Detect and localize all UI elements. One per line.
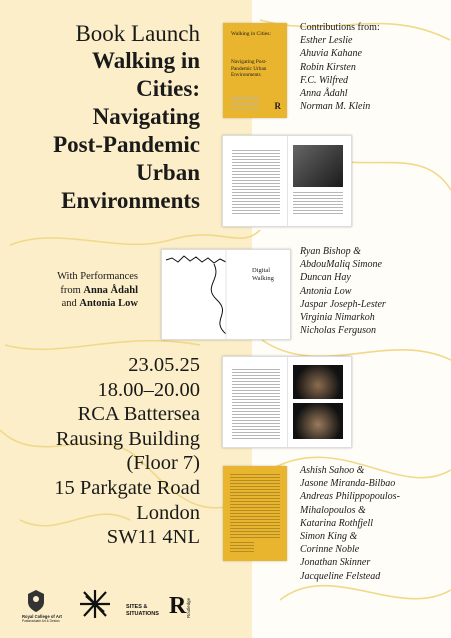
book-title-line: Cities:: [136, 76, 200, 101]
book-spread-thumbnail-2: [161, 249, 291, 340]
venue-line: Rausing Building: [55, 427, 200, 450]
spread-photo: [293, 365, 343, 399]
contributor-name: Corinne Noble: [300, 544, 360, 556]
contributor-name: Norman M. Klein: [300, 101, 371, 113]
sites-line-2: SITUATIONS: [126, 611, 159, 617]
partner-logos: [22, 588, 192, 622]
spread-photo: [293, 403, 343, 439]
sites-situations-logo-icon: [80, 590, 110, 618]
contributor-name: Virginia Nimarkoh: [300, 312, 375, 324]
contributor-name: Jaspar Joseph-Lester: [300, 298, 386, 310]
contributor-name: Jasone Miranda-Bilbao: [300, 478, 396, 490]
performer-2: Antonia Low: [79, 298, 138, 309]
venue-line: SW11 4NL: [106, 526, 200, 549]
signal-drawing-illustration: [162, 250, 290, 339]
contributors-group-1: [300, 21, 380, 113]
kicker-book-launch: Book Launch: [75, 21, 200, 46]
event-time: 18.00–20.00: [97, 378, 200, 401]
routledge-name: Routledge: [186, 597, 191, 618]
book-page-thumbnail: [223, 466, 287, 561]
contributor-name: Simon King &: [300, 531, 358, 543]
routledge-mark: R: [169, 593, 187, 619]
contributor-name: Anna Ådahl: [300, 88, 348, 100]
contributors-header: Contributions from:: [300, 22, 380, 33]
performances-note: [14, 270, 138, 311]
book-spread-thumbnail-3: [222, 356, 352, 448]
performances-line-2: from Anna Ådahl: [60, 284, 138, 296]
sites-line-1: SITES &: [126, 604, 148, 610]
contributors-group-3: [300, 464, 400, 583]
book-cover-thumbnail: [223, 23, 287, 118]
book-title-line: Environments: [61, 188, 200, 213]
contributor-name: Jonathan Skinner: [300, 557, 371, 569]
cover-subtitle: Navigating Post-Pandemic Urban Environments: [231, 59, 267, 78]
performances-intro: With Performances: [57, 271, 138, 282]
contributor-name: Duncan Hay: [300, 272, 351, 284]
contributor-name: Esther Leslie: [300, 35, 353, 47]
contributor-name: Mihalopoulos &: [300, 504, 366, 516]
performances-line-3: and Antonia Low: [61, 298, 138, 309]
spread-title-1: Digital: [252, 267, 271, 274]
event-date: 23.05.25: [128, 354, 200, 376]
contributors-group-2: [300, 245, 386, 337]
contributor-name: Nicholas Ferguson: [300, 325, 377, 337]
contributor-name: AbdouMaliq Simone: [300, 259, 382, 271]
cover-publisher-mark: R: [274, 101, 281, 111]
contributor-name: Robin Kirsten: [300, 61, 356, 73]
rca-sub: Postgraduate Art & Design: [22, 619, 60, 622]
rca-name: Royal College of Art: [22, 614, 62, 619]
contributor-name: Katarina Rothfjell: [300, 517, 374, 529]
book-spread-thumbnail-1: [222, 135, 352, 227]
book-title-line: Walking in: [91, 48, 200, 73]
venue-line: RCA Battersea: [77, 403, 200, 426]
contributor-name: Jacqueline Felstead: [300, 570, 381, 582]
contributor-name: Antonia Low: [300, 285, 352, 297]
contributor-name: Andreas Philippopoulos-: [300, 491, 400, 503]
event-details: [14, 353, 200, 550]
event-title-block: [14, 20, 200, 215]
contributor-name: Ahuvia Kahane: [300, 48, 362, 60]
book-title-line: Navigating: [92, 104, 200, 129]
contributor-name: F.C. Wilfred: [300, 74, 349, 86]
contributor-name: Ryan Bishop &: [300, 246, 361, 257]
venue-line: London: [136, 501, 200, 524]
rca-crest-icon: [28, 590, 44, 612]
spread-photo: [293, 145, 343, 187]
spread-title-2: Walking: [252, 275, 274, 282]
book-title-line: Post-Pandemic: [53, 132, 200, 157]
cover-series: Walking in Cities:: [231, 31, 271, 37]
venue-line: (Floor 7): [126, 452, 200, 475]
contributor-name: Ashish Sahoo &: [300, 465, 365, 476]
venue-line: 15 Parkgate Road: [54, 476, 200, 499]
performer-1: Anna Ådahl: [83, 284, 138, 296]
routledge-logo-icon: [169, 593, 191, 619]
book-title-line: Urban: [136, 160, 200, 185]
